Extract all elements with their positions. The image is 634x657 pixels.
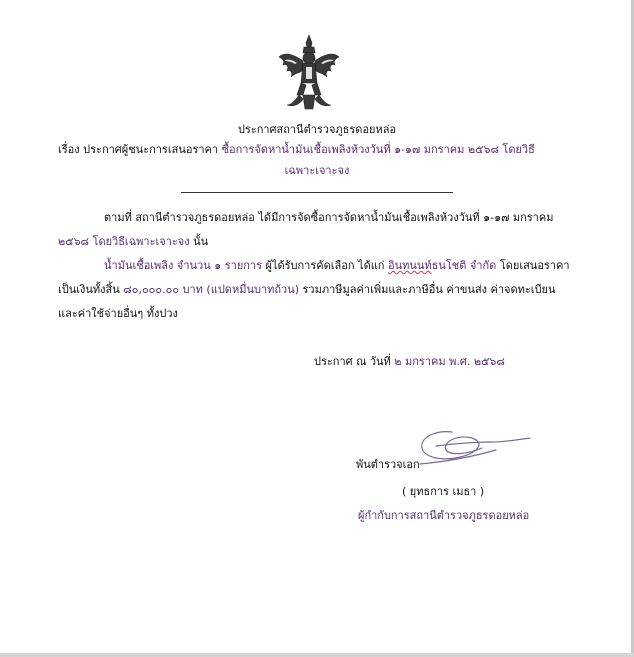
offer-text: โดยเสนอราคา [496, 259, 570, 272]
total-suffix: รวมภาษีมูลค่าเพิ่มและภาษีอื่น ค่าขนส่ง ค่าจดทะเบียน [299, 283, 556, 296]
subject-prefix: เรื่อง ประกาศผู้ชนะการเสนอราคา [58, 143, 219, 156]
paragraph-1-line-1: ตามที่ สถานีตำรวจภูธรดอยหล่อ ได้มีการจัดซื้อการจัดหาน้ำมันเชื้อเพลิงห้วงวันที่ ๑-๑๗ มกราคม [104, 211, 554, 224]
signer-rank: พันตำรวจเอก [356, 458, 420, 471]
vendor-name-part-b: ธนโชติ จำกัด [431, 259, 497, 272]
page-frame-bottom [0, 653, 634, 657]
signer-position: ผู้กำกับการสถานีตำรวจภูธรดอยหล่อ [358, 509, 530, 522]
office-title: ประกาศสถานีตำรวจภูธรดอยหล่อ [237, 123, 397, 136]
handwritten-signature [412, 424, 534, 470]
subject-title-continued: เฉพาะเจาะจง [284, 164, 350, 177]
paragraph-1-line-2 [58, 235, 208, 249]
selection-text: ผู้ได้รับการคัดเลือก ได้แก่ [262, 259, 388, 272]
garuda-emblem-icon [277, 33, 341, 111]
announcement-prefix: ประกาศ ณ วันที่ [314, 355, 395, 368]
announcement-date: ๒ มกราคม พ.ศ. ๒๕๖๘ [394, 355, 505, 368]
subject-title: ซื้อการจัดหาน้ำมันเชื้อเพลิงห้วงวันที่ ๑-๑๗ มกราคม ๒๕๖๘ โดยวิธี [221, 143, 535, 156]
subject-line [58, 143, 535, 157]
total-amount: ๘๐,๐๐๐.๐๐ บาท (แปดหมื่นบาทถ้วน) [123, 283, 300, 296]
method-text: ๒๕๖๘ โดยวิธีเฉพาะเจาะจง [58, 235, 190, 248]
total-prefix: เป็นเงินทั้งสิ้น [58, 283, 124, 296]
announcement-date-line [314, 355, 505, 369]
signer-name: ( ยุทธการ เมธา ) [402, 485, 485, 498]
header-divider [181, 192, 453, 193]
paragraph-1-tail: นั้น [189, 235, 209, 248]
paragraph-4-line: และค่าใช้จ่ายอื่นๆ ทั้งปวง [58, 307, 178, 320]
paragraph-3-line [58, 283, 556, 297]
paragraph-2-line [104, 259, 570, 273]
vendor-name-part-a: อินทนนท์ [387, 259, 432, 272]
item-description: น้ำมันเชื้อเพลิง จำนวน ๑ รายการ [104, 259, 263, 272]
